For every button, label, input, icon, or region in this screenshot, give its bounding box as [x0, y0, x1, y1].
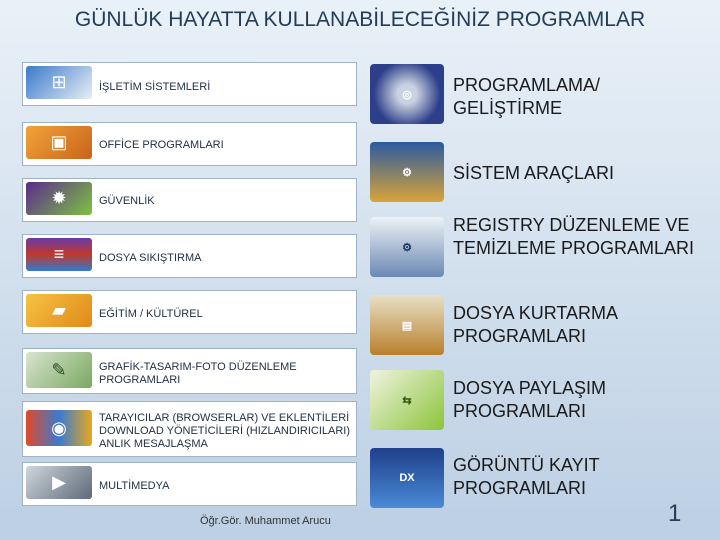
- list-item-programming[interactable]: [370, 64, 700, 124]
- graphics-apps-icon: ✎: [26, 352, 92, 388]
- item-label: DOSYA PAYLAŞIM PROGRAMLARI: [453, 378, 607, 421]
- list-item-os[interactable]: [22, 62, 357, 106]
- item-label: OFFİCE PROGRAMLARI: [99, 139, 224, 151]
- browsers-icon: ◉: [26, 410, 92, 446]
- list-item-education[interactable]: [22, 290, 357, 334]
- hypersnap-box-icon: DX: [370, 448, 444, 508]
- page-number: 1: [668, 500, 682, 527]
- item-label: DOSYA KURTARMA PROGRAMLARI: [453, 303, 618, 346]
- folder-icon: ▰: [26, 294, 92, 327]
- author-footer: Öğr.Gör. Muhammet Arucu: [200, 515, 331, 527]
- list-item-multimedia[interactable]: [22, 462, 357, 506]
- item-label: TARAYICILAR (BROWSERLAR) VE EKLENTİLERİ DOWNLOAD YÖNETİCİLERİ (HIZLANDIRICILARI) ANLIK MESAJLAŞMA: [99, 412, 350, 450]
- compressed-books-icon: ≡: [26, 238, 92, 271]
- list-item-graphics[interactable]: [22, 348, 357, 394]
- item-label: GRAFİK-TASARIM-FOTO DÜZENLEME PROGRAMLARI: [99, 361, 297, 386]
- file-recovery-box-icon: ▤: [370, 295, 444, 355]
- item-label: MULTİMEDYA: [99, 480, 170, 492]
- list-item-sharing[interactable]: [370, 370, 700, 430]
- list-item-screen-capture[interactable]: [370, 448, 700, 508]
- list-item-registry[interactable]: [370, 217, 700, 277]
- system-mechanic-icon: ⚙: [370, 142, 444, 202]
- item-label: SİSTEM ARAÇLARI: [453, 163, 615, 183]
- item-label: EĞİTİM / KÜLTÜREL: [99, 308, 203, 320]
- media-player-icon: ▶: [26, 466, 92, 499]
- virus-laptop-icon: ✹: [26, 182, 92, 215]
- item-label: DOSYA SIKIŞTIRMA: [99, 252, 202, 264]
- page-title: GÜNLÜK HAYATTA KULLANABİLECEĞİNİZ PROGRAMLAR: [74, 8, 646, 31]
- office-box-icon: ▣: [26, 126, 92, 159]
- item-label: GÜVENLİK: [99, 195, 155, 207]
- dev-disc-icon: ◎: [370, 64, 444, 124]
- item-label: REGISTRY DÜZENLEME VE TEMİZLEME PROGRAMLARI: [453, 215, 695, 258]
- item-label: PROGRAMLAMA/ GELİŞTİRME: [453, 75, 601, 118]
- list-item-recovery[interactable]: [370, 295, 700, 355]
- item-label: İŞLETİM SİSTEMLERİ: [99, 81, 211, 93]
- list-item-browsers[interactable]: [22, 401, 357, 457]
- item-label: GÖRÜNTÜ KAYIT PROGRAMLARI: [453, 455, 600, 498]
- os-logos-icon: ⊞: [26, 66, 92, 99]
- file-sharing-icon: ⇆: [370, 370, 444, 430]
- list-item-system-tools[interactable]: [370, 142, 700, 202]
- list-item-office[interactable]: [22, 122, 357, 166]
- list-item-security[interactable]: [22, 178, 357, 222]
- list-item-compression[interactable]: [22, 234, 357, 278]
- registry-mechanic-icon: ⚙: [370, 217, 444, 277]
